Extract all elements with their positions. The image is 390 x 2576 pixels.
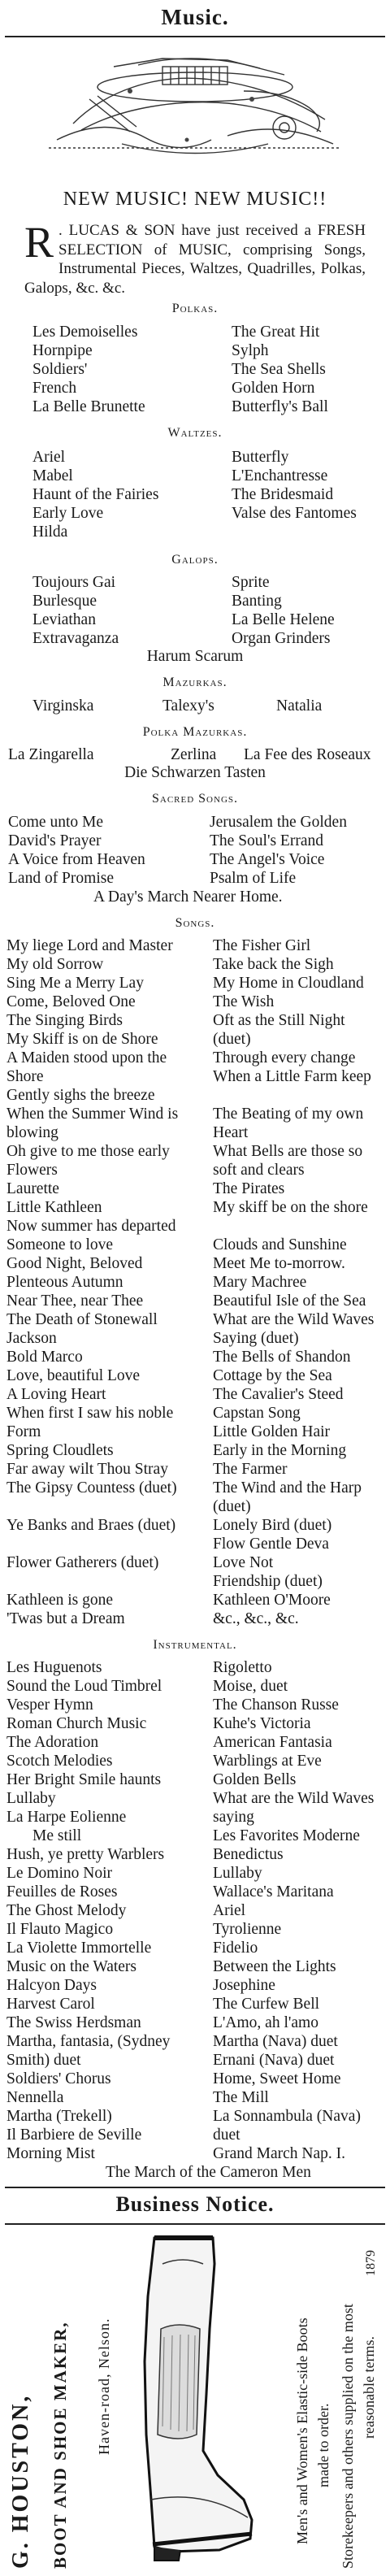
instrumental-item: Roman Church Music — [6, 1715, 147, 1732]
instrumental-item: Vesper Hymn — [6, 1696, 93, 1714]
waltz-item: Mabel — [32, 467, 73, 484]
song-item: The Fisher Girl — [213, 937, 311, 954]
section-heading-mazurkas: Mazurkas. — [162, 675, 228, 689]
waltz-item: Ariel — [32, 449, 66, 466]
instrumental-item: The Curfew Bell — [213, 1996, 320, 2013]
galop-item: Banting — [232, 593, 282, 610]
song-item: The Bells of Shandon — [213, 1349, 351, 1366]
page-title: Music. — [161, 5, 229, 29]
business-ad-line2: made to order. — [315, 2403, 332, 2487]
instrumental-item: Sound the Loud Timbrel — [6, 1678, 162, 1695]
song-item: Cottage by the Sea — [213, 1367, 332, 1384]
instrumental-item: Kuhe's Victoria — [213, 1715, 311, 1732]
instrumental-item: Fidelio — [213, 1940, 258, 1957]
galop-item: Burlesque — [32, 593, 98, 610]
instrumental-item: Tyrolienne — [213, 1921, 282, 1938]
song-item: Spring Cloudlets — [6, 1442, 114, 1459]
polka-mazurka-item: La Zingarella — [8, 746, 94, 763]
song-item: Gently sighs the breeze — [6, 1087, 155, 1104]
song-item: When first I saw his noble Form — [6, 1405, 174, 1440]
polka-item: Sylph — [232, 342, 269, 359]
waltz-item: Hilda — [32, 523, 68, 541]
waltz-item: Valse des Fantomes — [232, 505, 357, 522]
song-item: The Death of Stonewall Jackson — [6, 1311, 158, 1347]
instrumental-item: Warblings at Eve — [213, 1753, 322, 1770]
song-item: Lonely Bird (duet) — [213, 1517, 332, 1534]
instrumental-item: Ernani (Nava) duet — [213, 2052, 335, 2069]
song-item: Now summer has departed — [6, 1218, 176, 1235]
business-address: Haven-road, Nelson. — [96, 2318, 112, 2455]
business-trade: BOOT AND SHOE MAKER, — [50, 2321, 70, 2569]
waltz-item: Haunt of the Fairies — [32, 486, 159, 503]
instrumental-item: Il Barbiere de Seville — [6, 2126, 142, 2144]
song-item: Capstan Song — [213, 1405, 301, 1422]
instrumental-item-last: The March of the Cameron Men — [106, 2164, 311, 2181]
polka-mazurka-item: La Fee des Roseaux — [244, 746, 371, 763]
instrumental-item: The Adoration — [6, 1734, 99, 1751]
section-heading-songs: Songs. — [175, 916, 215, 930]
song-item: A Maiden stood upon the Shore — [6, 1049, 167, 1085]
song-item: The Beating of my own Heart — [213, 1106, 364, 1141]
song-item: My skiff be on the shore — [213, 1199, 368, 1216]
galop-item: Organ Grinders — [232, 630, 331, 647]
song-item: When the Summer Wind is blowing — [6, 1106, 179, 1141]
song-item: The Farmer — [213, 1461, 288, 1478]
polka-item: Butterfly's Ball — [232, 398, 328, 415]
song-item: Mary Machree — [213, 1274, 307, 1291]
section-heading-sacred-songs: Sacred Songs. — [151, 792, 239, 806]
instrumental-item: The Chanson Russe — [213, 1696, 339, 1714]
instrumental-item: Wallace's Maritana — [213, 1883, 334, 1901]
song-item: Someone to love — [6, 1236, 114, 1253]
instrumental-item: The Ghost Melody — [6, 1902, 127, 1919]
song-item: When a Little Farm keep — [213, 1068, 371, 1085]
song-item: Little Golden Hair — [213, 1423, 331, 1440]
instrumental-item: The Swiss Herdsman — [6, 2014, 141, 2031]
polka-item: La Belle Brunette — [32, 398, 145, 415]
song-item: My Home in Cloudland — [213, 975, 364, 992]
section-heading-polka-mazurkas: Polka Mazurkas. — [142, 725, 248, 739]
instrumental-item: La Violette Immortelle — [6, 1940, 152, 1957]
song-item: The Cavalier's Steed — [213, 1386, 344, 1403]
song-item: My old Sorrow — [6, 956, 104, 973]
polka-item: The Great Hit — [232, 324, 320, 341]
waltz-item: Butterfly — [232, 449, 289, 466]
song-item: Kathleen is gone — [6, 1592, 114, 1609]
galop-item: Extravaganza — [32, 630, 119, 647]
song-item: The Singing Birds — [6, 1012, 124, 1029]
waltz-item: L'Enchantresse — [232, 467, 328, 484]
instrumental-item: What are the Wild Waves saying — [213, 1790, 375, 1826]
instrumental-item: L'Amo, ah l'amo — [213, 2014, 318, 2031]
instrumental-item: Rigoletto — [213, 1659, 272, 1676]
song-item: Through every change — [213, 1049, 356, 1066]
galop-item: La Belle Helene — [232, 611, 335, 628]
song-item: Love, beautiful Love — [6, 1367, 141, 1384]
song-item: The Wind and the Harp (duet) — [213, 1479, 362, 1515]
song-item: Oft as the Still Night (duet) — [213, 1012, 345, 1048]
instrumental-item: Her Bright Smile haunts — [6, 1771, 162, 1788]
business-notice-heading: Business Notice. — [115, 2192, 275, 2216]
instrumental-item: Martha (Nava) duet — [213, 2033, 338, 2050]
instrumental-item: Morning Mist — [6, 2145, 95, 2162]
song-item: Take back the Sigh — [213, 956, 334, 973]
sacred-song-item: Land of Promise — [8, 870, 114, 887]
sacred-song-item: David's Prayer — [8, 832, 102, 849]
song-item: Meet Me to-morrow. — [213, 1255, 345, 1272]
instrumental-item: Halcyon Days — [6, 1977, 98, 1994]
business-ad-line1: Men's and Women's Elastic-side Boots — [294, 2318, 310, 2544]
instrumental-item: Les Huguenots — [6, 1659, 102, 1676]
business-name: G. HOUSTON, — [8, 2393, 33, 2569]
song-item: The Gipsy Countess (duet) — [6, 1479, 177, 1497]
instrumental-item: Golden Bells — [213, 1771, 297, 1788]
title-rule — [5, 36, 385, 37]
song-item: Friendship (duet) — [213, 1573, 323, 1590]
section-heading-instrumental: Instrumental. — [153, 1638, 237, 1652]
sacred-song-item: Jerusalem the Golden — [210, 814, 347, 831]
song-item: The Pirates — [213, 1180, 285, 1197]
instrumental-item: La Sonnambula (Nava) duet — [213, 2108, 361, 2144]
song-item: My liege Lord and Master — [6, 937, 173, 954]
business-ad-number: 1879 — [364, 2250, 378, 2276]
sacred-song-item: A Voice from Heaven — [8, 851, 145, 868]
song-item: Oh give to me those early Flowers — [6, 1143, 170, 1179]
waltz-item: Early Love — [32, 505, 104, 522]
instrumental-item: Between the Lights — [213, 1958, 336, 1975]
sacred-song-item: Psalm of Life — [210, 870, 297, 887]
headline: NEW MUSIC! NEW MUSIC!! — [63, 189, 327, 210]
galop-item: Toujours Gai — [32, 574, 116, 591]
instrumental-item: Scotch Melodies — [6, 1753, 113, 1770]
instrumental-item: Le Domino Noir — [6, 1865, 112, 1882]
song-item: Early in the Morning — [213, 1442, 347, 1459]
instrumental-item: La Harpe Eolienne — [6, 1809, 127, 1826]
galop-item-center: Harum Scarum — [146, 648, 244, 665]
mazurka-item: Talexy's — [162, 697, 214, 715]
mazurka-item: Natalia — [276, 697, 323, 715]
song-item: Come, Beloved One — [6, 993, 136, 1010]
intro-paragraph — [24, 218, 366, 298]
instrumental-item: Lullaby — [6, 1790, 56, 1807]
instrumental-item: Hush, ye pretty Warblers — [6, 1846, 165, 1863]
instrumental-item: American Fantasia — [213, 1734, 332, 1751]
polka-item: Les Demoiselles — [32, 324, 138, 341]
song-item: Love Not — [213, 1554, 274, 1571]
polka-item: Hornpipe — [32, 342, 93, 359]
song-item: A Loving Heart — [6, 1386, 106, 1403]
galop-item: Leviathan — [32, 611, 96, 628]
instrumental-item: Josephine — [213, 1977, 275, 1994]
boot-illustration — [122, 2231, 260, 2569]
instrumental-item: Les Favorites Moderne — [213, 1827, 360, 1844]
waltz-item: The Bridesmaid — [232, 486, 334, 503]
intro-dropcap: R — [24, 218, 54, 267]
instrumental-item: Music on the Waters — [6, 1958, 136, 1975]
sacred-song-item: The Angel's Voice — [210, 851, 325, 868]
sacred-song-item: A Day's March Nearer Home. — [93, 888, 283, 906]
instrumental-item: Martha, fantasia, (Sydney Smith) duet — [6, 2033, 171, 2069]
instrumental-item: Soldiers' Chorus — [6, 2070, 111, 2087]
instrumental-item: Martha (Trekell) — [6, 2108, 112, 2125]
song-item: The Wish — [213, 993, 275, 1010]
polka-item: Soldiers' — [32, 361, 88, 378]
section-heading-polkas: Polkas. — [171, 302, 219, 315]
song-item: Kathleen O'Moore — [213, 1592, 331, 1609]
song-item: Bold Marco — [6, 1349, 83, 1366]
song-item: Flow Gentle Deva — [213, 1536, 329, 1553]
song-item: What are the Wild Waves Saying (duet) — [213, 1311, 375, 1347]
instrumental-item: Lullaby — [213, 1865, 262, 1882]
polka-item: Golden Horn — [232, 380, 315, 397]
polka-mazurka-item-center: Die Schwarzen Tasten — [124, 764, 266, 781]
intro-text: . LUCAS & SON have just received a FRESH SELECTION of MUSIC, comprising Songs, Instrumental Pieces, Waltzes, Quadrilles, Polkas, Galops, &c. &c. — [24, 222, 366, 297]
business-top-rule — [5, 2187, 385, 2188]
polka-mazurka-item: Zerlina — [171, 746, 217, 763]
song-item: Beautiful Isle of the Sea — [213, 1292, 366, 1310]
song-item: Near Thee, near Thee — [6, 1292, 144, 1310]
mazurka-item: Virginska — [32, 697, 94, 715]
song-item: What Bells are those so soft and clears — [213, 1143, 363, 1179]
business-ad-line4: reasonable terms. — [361, 2336, 377, 2439]
sacred-song-item: The Soul's Errand — [210, 832, 323, 849]
song-item: Plenteous Autumn — [6, 1274, 124, 1291]
business-heading-rule — [5, 2223, 385, 2225]
song-item: Sing Me a Merry Lay — [6, 975, 144, 992]
instrumental-item: Home, Sweet Home — [213, 2070, 341, 2087]
instrumental-item: Nennella — [6, 2089, 64, 2106]
song-item: Good Night, Beloved — [6, 1255, 143, 1272]
galop-item: Sprite — [232, 574, 270, 591]
sacred-song-item: Come unto Me — [8, 814, 103, 831]
song-item: &c., &c., &c. — [213, 1610, 299, 1627]
instrumental-item: Harvest Carol — [6, 1996, 95, 2013]
instrumental-item: Il Flauto Magico — [6, 1921, 114, 1938]
song-item: 'Twas but a Dream — [6, 1610, 125, 1627]
polka-item: The Sea Shells — [232, 361, 326, 378]
song-item: Clouds and Sunshine — [213, 1236, 347, 1253]
instrumental-item: Benedictus — [213, 1846, 284, 1863]
song-item: Flower Gatherers (duet) — [6, 1554, 159, 1571]
song-item: Laurette — [6, 1180, 59, 1197]
instrumental-item: Grand March Nap. I. — [213, 2145, 345, 2162]
instrumental-item: Moise, duet — [213, 1678, 288, 1695]
business-ad-line3: Storekeepers and others supplied on the most — [340, 2304, 356, 2569]
section-heading-waltzes: Waltzes. — [167, 426, 223, 440]
song-item: Far away wilt Thou Stray — [6, 1461, 168, 1478]
song-item: Ye Banks and Braes (duet) — [6, 1517, 176, 1534]
section-heading-galops: Galops. — [171, 553, 219, 567]
song-item: Little Kathleen — [6, 1199, 102, 1216]
instrumental-item: Feuilles de Roses — [6, 1883, 118, 1901]
song-item: My Skiff is on de Shore — [6, 1031, 158, 1048]
instrumental-item: Ariel — [213, 1902, 246, 1919]
music-instruments-illustration — [41, 42, 349, 164]
polka-item: French — [32, 380, 77, 397]
instrumental-item: Me still — [32, 1827, 82, 1844]
instrumental-item: The Mill — [213, 2089, 269, 2106]
